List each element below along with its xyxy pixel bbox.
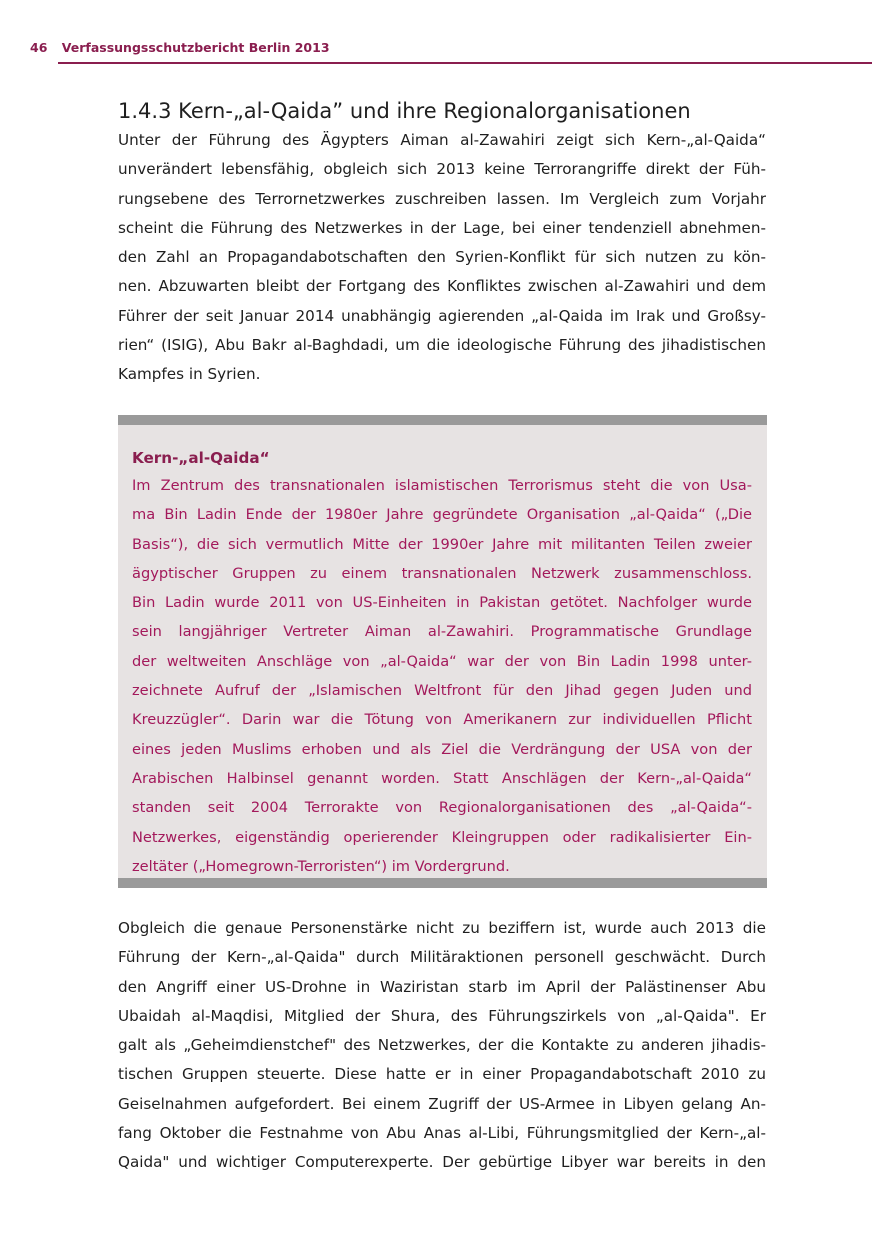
text-line: scheint die Führung des Netzwerkes in der Lage, bei einer tendenziell abnehmen- <box>118 218 766 237</box>
publication-title: Verfassungsschutzbericht Berlin 2013 <box>61 40 330 55</box>
info-box-title: Kern-„al-Qaida“ <box>132 449 270 467</box>
text-line: eines jeden Muslims erhoben und als Ziel die Verdrängung der USA von der <box>132 740 752 758</box>
text-line: Im Zentrum des transnationalen islamistischen Terrorismus steht die von Usa- <box>132 477 752 494</box>
text-line: nen. Abzuwarten bleibt der Fortgang des Konfliktes zwischen al-Zawahiri und dem <box>118 277 766 296</box>
text-line: Obgleich die genaue Personenstärke nicht zu beziffern ist, wurde auch 2013 die <box>118 919 766 937</box>
text-line: Führer der seit Januar 2014 unabhängig agierenden „al-Qaida im Irak und Großsy- <box>118 306 766 325</box>
text-line: Bin Ladin wurde 2011 von US-Einheiten in Pakistan getötet. Nachfolger wurde <box>132 594 752 612</box>
text-line: fang Oktober die Festnahme von Abu Anas al-Libi, Führungsmitglied der Kern-„al- <box>118 1124 766 1143</box>
text-line: Netzwerkes, eigenständig operierender Kleingruppen oder radikalisierter Ein- <box>132 828 752 846</box>
info-box <box>118 415 767 888</box>
text-line: rungsebene des Terrornetzwerkes zuschreiben lassen. Im Vergleich zum Vorjahr <box>118 189 766 208</box>
body-paragraph <box>118 914 766 1178</box>
page-number: 46 <box>30 40 48 55</box>
header-rule <box>58 62 872 64</box>
text-line: Führung der Kern-„al-Qaida" durch Militäraktionen personell geschwächt. Durch <box>118 948 766 967</box>
text-line: den Angriff einer US-Drohne in Waziristan starb im April der Palästinenser Abu <box>118 977 766 996</box>
text-line: sein langjähriger Vertreter Aiman al-Zawahiri. Programmatische Grundlage <box>132 623 752 641</box>
text-line: zeichnete Aufruf der „Islamischen Weltfront für den Jihad gegen Juden und <box>132 682 752 700</box>
text-line: den Zahl an Propagandabotschaften den Syrien-Konflikt für sich nutzen zu kön- <box>118 248 766 267</box>
text-line: Kreuzzügler“. Darin war die Tötung von Amerikanern zur individuellen Pflicht <box>132 711 752 729</box>
text-line: zeltäter („Homegrown-Terroristen“) im Vordergrund. <box>132 857 510 875</box>
text-line: Kampfes in Syrien. <box>118 365 261 384</box>
text-line: tischen Gruppen steuerte. Diese hatte er in einer Propagandabotschaft 2010 zu <box>118 1065 766 1084</box>
text-line: ägyptischer Gruppen zu einem transnationalen Netzwerk zusammenschloss. <box>132 564 752 582</box>
intro-paragraph <box>118 126 766 390</box>
text-line: Geiselnahmen aufgefordert. Bei einem Zugriff der US-Armee in Libyen gelang An- <box>118 1094 766 1113</box>
text-line: Basis“), die sich vermutlich Mitte der 1990er Jahre mit militanten Teilen zweier <box>132 535 752 553</box>
text-line: Arabischen Halbinsel genannt worden. Statt Anschlägen der Kern-„al-Qaida“ <box>132 769 752 787</box>
info-box-content <box>132 445 752 881</box>
text-line: Qaida" und wichtiger Computerexperte. Der gebürtige Libyer war bereits in den <box>118 1153 766 1172</box>
text-line: galt als „Geheimdienstchef" des Netzwerkes, der die Kontakte zu anderen jihadis- <box>118 1036 766 1055</box>
text-line: ma Bin Ladin Ende der 1980er Jahre gegründete Organisation „al-Qaida“ („Die <box>132 506 752 524</box>
text-line: Ubaidah al-Maqdisi, Mitglied der Shura, des Führungszirkels von „al-Qaida". Er <box>118 1006 766 1025</box>
text-line: Unter der Führung des Ägypters Aiman al-Zawahiri zeigt sich Kern-„al-Qaida“ <box>118 131 766 149</box>
text-line: standen seit 2004 Terrorakte von Regionalorganisationen des „al-Qaida“- <box>132 799 752 817</box>
section-intro <box>118 97 766 390</box>
text-line: der weltweiten Anschläge von „al-Qaida“ war der von Bin Ladin 1998 unter- <box>132 652 752 670</box>
running-header <box>30 40 330 55</box>
text-line: unverändert lebensfähig, obgleich sich 2013 keine Terrorangriffe direkt der Füh- <box>118 160 766 179</box>
section-heading: 1.4.3 Kern-„al-Qaida” und ihre Regionalorganisationen <box>118 99 691 123</box>
text-line: rien“ (ISIG), Abu Bakr al-Baghdadi, um die ideologische Führung des jihadistischen <box>118 336 766 355</box>
